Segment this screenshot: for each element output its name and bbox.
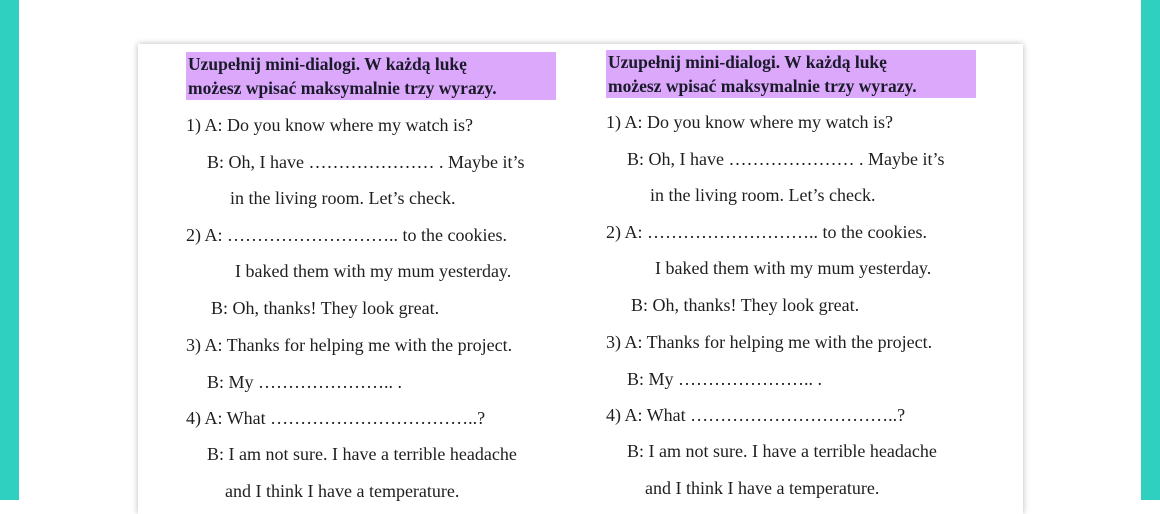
dialogue-line: and I think I have a temperature.	[645, 478, 880, 498]
dialogue-line: B: My ………………….. .	[207, 372, 403, 392]
dialogue-line: B: Oh, thanks! They look great.	[631, 295, 860, 315]
dialogue-line: 4) A: What ……………………………..?	[186, 408, 486, 428]
dialogue-line: 3) A: Thanks for helping me with the project.	[606, 332, 933, 352]
dialogue-line: 2) A: ……………………….. to the cookies.	[186, 225, 507, 245]
dialogue-line: 2) A: ……………………….. to the cookies.	[606, 222, 927, 242]
instruction-heading	[186, 52, 556, 100]
dialogue-line: B: I am not sure. I have a terrible headache	[627, 441, 937, 461]
dialogue-line: B: Oh, I have ………………… . Maybe it’s	[627, 149, 945, 169]
dialogue-line: B: Oh, thanks! They look great.	[211, 298, 440, 318]
instruction-heading	[606, 50, 976, 98]
worksheet-page	[138, 44, 1023, 514]
instruction-line: możesz wpisać maksymalnie trzy wyrazy.	[608, 76, 917, 96]
dialogue-line: 1) A: Do you know where my watch is?	[606, 112, 893, 132]
dialogue-line: I baked them with my mum yesterday.	[235, 261, 512, 281]
instruction-line: Uzupełnij mini-dialogi. W każdą lukę	[188, 54, 467, 74]
dialogue-line: 3) A: Thanks for helping me with the project.	[186, 335, 513, 355]
dialogue-line: B: Oh, I have ………………… . Maybe it’s	[207, 152, 525, 172]
dialogue-line: and I think I have a temperature.	[225, 481, 460, 501]
right-frame-bar	[1141, 0, 1160, 500]
dialogue-line: 1) A: Do you know where my watch is?	[186, 115, 473, 135]
dialogue-line: B: My ………………….. .	[627, 369, 823, 389]
dialogue-line: in the living room. Let’s check.	[230, 188, 456, 208]
dialogue-line: 4) A: What ……………………………..?	[606, 405, 906, 425]
dialogue-line: in the living room. Let’s check.	[650, 185, 876, 205]
instruction-line: możesz wpisać maksymalnie trzy wyrazy.	[188, 78, 497, 98]
dialogue-line: I baked them with my mum yesterday.	[655, 258, 932, 278]
instruction-line: Uzupełnij mini-dialogi. W każdą lukę	[608, 52, 887, 72]
dialogue-line: B: I am not sure. I have a terrible headache	[207, 444, 517, 464]
left-frame-bar	[0, 0, 19, 500]
